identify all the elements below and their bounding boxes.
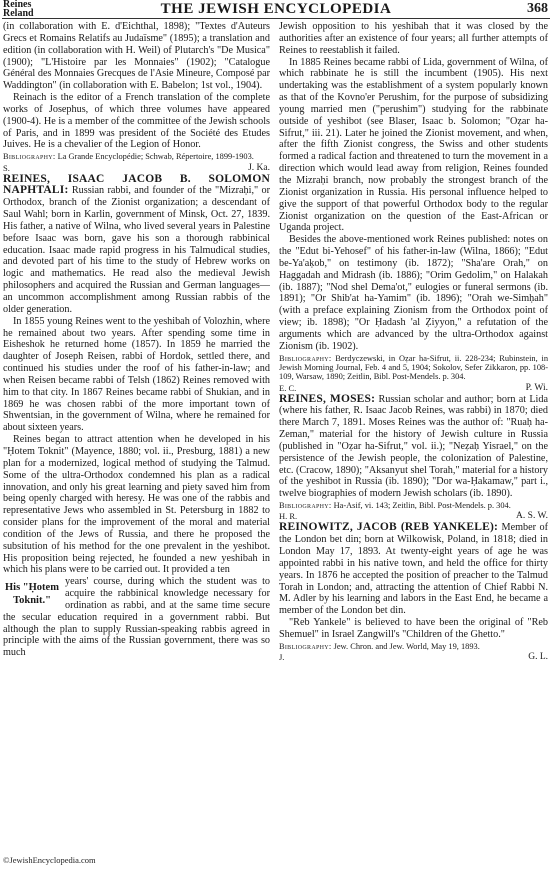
signature-line bbox=[279, 651, 548, 663]
paragraph: In 1855 young Reines went to the yeshibah of Volozhin, where he remained about two years. After spending some time in Eisheshok he returned home (1857). In 1859 he married the daughter of Joseph Reisen, rabbi of Hordok, settled there, and continued his studies under the roof of his father-in-law; and when Reisen became rabbi of Telsh (1862) Reines removed with him to that city. In 1867 Reines became rabbi of Shukian, and in 1869 he was chosen rabbi of the more important town of Shwentsian, in the government of Wilna, where he remained for about sixteen years. bbox=[3, 315, 270, 434]
running-head-last: Reland bbox=[3, 8, 34, 19]
page-number: 368 bbox=[527, 1, 548, 16]
signature-initials: S. bbox=[3, 162, 10, 173]
bibliography-text: Berdyczewski, in Oẓar ha-Sifrut, ii. 228-234; Rubinstein, in Jewish Morning Journal, Feb. 4 and 5, 1904; Sokolov, Sefer Zikkaron, pp. 108-109, Warsaw, 1890; Zeitlin, Bibl. Post-Mendels. p. 304. bbox=[279, 353, 549, 382]
paragraph: Reinach is the editor of a French translation of the complete works of Josephus, of which three volumes have appeared (1900-4). He is a member of the committee of the Jewish schools of Paris, and in 1899 was president of the Société des Etudes Juives. He is a chevalier of the Legion of Honor. bbox=[3, 92, 270, 151]
bibliography-text: Jew. Chron. and Jew. World, May 19, 1893. bbox=[333, 641, 480, 651]
sidenote-block bbox=[3, 576, 270, 659]
signature-initials: H. R. bbox=[279, 511, 298, 522]
bibliography-label: Bibliography: bbox=[279, 641, 332, 651]
left-column bbox=[3, 21, 270, 659]
paragraph: Besides the above-mentioned work Reines published: notes on the "Edut bi-Yehosef" of his father-in-law (Wilna, 1866); "Edut be-Ya'aḳob," on testimony (ib. 1872); "Sha'are Orah," on Haggadah and Midrash (ib. 1886); "Orim Gedolim," on Halakah (ib. 1887); "Nod shel Dema'ot," eulogies or funeral sermons (ib. 1891); "Or Shib'at ha-Yamim" (ib. 1896); "Orah we-Simḥah" (with a preface explaining Zionism from the Orthodox point of view; ib. 1898); "Or Ḥadash 'al Ẓiyyon," a refutation of the arguments which are advanced by the ultra-Orthodox against Zionism (ib. 1902). bbox=[279, 234, 548, 352]
bibliography-text: La Grande Encyclopédie; Schwab, Répertoire, 1899-1903. bbox=[57, 152, 254, 162]
article-paragraph bbox=[279, 522, 548, 617]
article-text: Russian scholar and author; born at Lida (where his father, R. Isaac Jacob Reines, was rabbi) in 1870; died there March 7, 1891. Moses Reines was the author of: "Ruaḥ ha-Zeman," material for the history of Jewish culture in Russia (published in "Oẓar ha-Sifrut," vol. ii.); "Neẓaḥ Yisrael," on the persistence of the Jewish people, the colonization of Palestine, etc. (Cracow, 1890); "Aksanyut shel Torah," material for a history of the yeshibot in Russia (ib. 1890); "Dor wa-Ḥakamaw," part i., twelve biographies of modern Jewish scholars (ib. 1890). bbox=[279, 393, 548, 500]
article-text: Russian rabbi, and founder of the "Mizraḥi," or Orthodox, branch of the Zionist organization; a descendant of Saul Wahl; born in Karlin, government of Minsk, Oct. 27, 1839. His father, a native of Wilna, who lived several years in Palestine before Isaac was born, gave his son a thorough rabbinical education. Isaac made rapid progress in his Talmudical studies, and devoted part of his time to the study of Hebrew works on logic and mathematics. He read also the medieval Jewish philosophers and acquired the Russian and German languages—an uncommon accomplishment among Russian rabbis of the older generation. bbox=[3, 185, 270, 315]
article-paragraph bbox=[3, 174, 270, 316]
bibliography bbox=[3, 152, 270, 161]
footer-copyright: ©JewishEncyclopedia.com bbox=[3, 855, 96, 865]
article-title: REINOWITZ, JACOB (REB YANKELE): bbox=[279, 521, 499, 534]
signature-author: A. S. W. bbox=[516, 511, 548, 522]
header-rule bbox=[2, 18, 550, 19]
paragraph: In 1885 Reines became rabbi of Lida, government of Wilna, of which rabbinate he is still the incumbent (1905). His next undertaking was the establishment of a system popularly known as that of the Kovno'er Perushim, for the purpose of subsidizing young married men ("perushim") studying for the rabbinate outside of yeshibot (see Blaser, Isaac b. Solomon; "Oẓar ha-Sifrut," iii. 21). Later he joined the Zionist movement, and when, after the fifth Zionist congress, the Swiss and other students formed a radical faction and threatened to turn the movement in a direction which would lead away from religion, Reines founded the Mizraḥi branch, now probably the strongest branch of the Zionist organization in Russia. His personal influence helped to give the support of that powerful Orthodox body to the regular Zionist organization on the question of the East-African or Uganda project. bbox=[279, 56, 548, 234]
paragraph: "Reb Yankele" is believed to have been the original of "Reb Shemuel" in Israel Zangwill's "Children of the Ghetto." bbox=[279, 617, 548, 640]
paragraph: Reines began to attract attention when he developed in his "Ḥotem Toknit" (Mayence, 1880; vol. ii., Presburg, 1881) a new plan for a modernized, logical method of studying the Talmud. Some of the ultra-Orthodox condemned his plan as a radical innovation, and only his great learning and piety saved him from being openly charged with heresy. He was one of the rabbis and representative Jews who assembled in St. Petersburg in 1882 to consider plans for the improvement of the moral and material condition of the Jews of Russia, and there he proposed the subsitution of his method for the one prevalent in the yeshibot. His proposition being rejected, he founded a new yeshibah in which his plans were to be carried out. It provided a ten bbox=[3, 434, 270, 576]
article-title: REINES, ISAAC JACOB B. SOLOMON NAPHTALI: bbox=[3, 172, 270, 197]
right-column bbox=[279, 21, 548, 663]
bibliography bbox=[279, 354, 548, 382]
bibliography bbox=[279, 501, 548, 510]
bibliography-text: Ha-Asif, vi. 143; Zeitlin, Bibl. Post-Mendels. p. 304. bbox=[333, 501, 511, 511]
bibliography-label: Bibliography: bbox=[279, 501, 332, 511]
bibliography bbox=[279, 642, 548, 651]
article-text: Member of the London bet din; born at Wilkowisk, Poland, in 1818; died in London May 17, 1893. At twenty-eight years of age he was appointed rabbi in his native town, and held the office for thirty years. In 1876 he accepted the position of preacher to the Talmud Torah in London; and, attracting the attention of Chief Rabbi N. M. Adler by his learning and labors in the East End, he became a member of the London bet din. bbox=[279, 522, 548, 617]
signature-initials: E. C. bbox=[279, 382, 297, 393]
signature-author: G. L. bbox=[528, 652, 548, 663]
sidenote: His "Ḥotem Toknit." bbox=[5, 582, 59, 606]
signature-initials: J. bbox=[279, 652, 285, 663]
page-header bbox=[0, 0, 552, 19]
paragraph: Jewish opposition to his yeshibah that it was closed by the authorities after an existence of four years; all further attempts of Reines to reestablish it failed. bbox=[279, 21, 548, 56]
paragraph: years' course, during which the student was to acquire the rabbinical knowledge necessary for ordination as rabbi, and at the same time secure the secular education required in a government rabbi. But although the plan to supply Russian-speaking rabbis agreed in principle with the aims of the Russian government, there was so much bbox=[3, 576, 270, 659]
page-title: THE JEWISH ENCYCLOPEDIA bbox=[160, 1, 392, 17]
bibliography-label: Bibliography: bbox=[279, 353, 332, 363]
paragraph: (in collaboration with E. d'Eichthal, 1898); "Textes d'Auteurs Grecs et Romains Relatifs au Judaïsme" (1895); a translation and edition (in collaboration with H. Weil) of Plutarch's "De Musica" (1900); "L'Histoire par les Monnaies" (1902); "Catalogue Général des Monnaies Grecques de l'Asie Mineure, Composé par Waddington" (in collaboration with E. Babelon; 1st vol., 1904). bbox=[3, 21, 270, 92]
signature-author: P. Wi. bbox=[525, 382, 548, 393]
article-title: REINES, MOSES: bbox=[279, 392, 376, 405]
running-head-first: Reines bbox=[3, 0, 32, 10]
bibliography-label: Bibliography: bbox=[3, 152, 56, 162]
signature-author: J. Ka. bbox=[248, 162, 270, 173]
article-paragraph bbox=[279, 394, 548, 501]
